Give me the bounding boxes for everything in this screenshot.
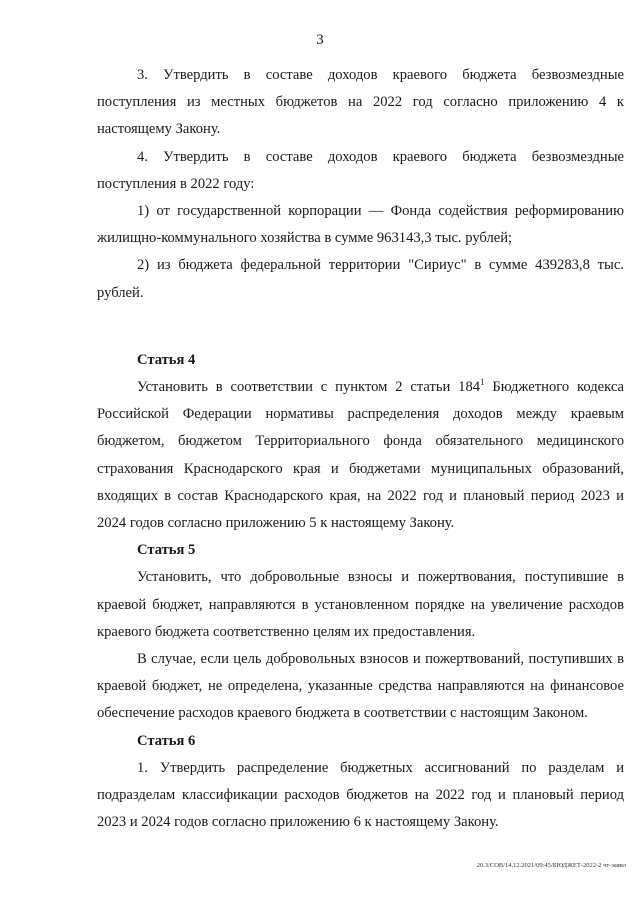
article-4-superscript: 1 [480, 377, 485, 388]
article-5-paragraph-2: В случае, если цель добровольных взносов и пожертвований, поступивших в краевой бюджет, не определена, указанные средства направляются на финансовое обеспечение расходов краевого бюджета в соответствии с настоящим Законом. [97, 651, 624, 722]
article-4-text-a: Установить в соответствии с пунктом 2 статьи 184 [137, 379, 481, 396]
footer-document-code: 20.3/СОВ/14.12.2021/09:45/БЮДЖЕТ-2022-2 чт-заявл [476, 862, 626, 869]
article-6-heading: Статья 6 [137, 732, 196, 749]
page-number: 3 [316, 32, 324, 48]
paragraph-income-local: 3. Утвердить в составе доходов краевого бюджета безвозмездные поступления из местных бюджетов на 2022 год согласно приложению 4 к настоящему Закону. [97, 67, 624, 138]
article-4-text-b: Бюджетного кодекса Российской Федерации нормативы распределения доходов между краевым бюджетом, бюджетом Территориального фонда обязательного медицинского страхования Краснодарского края и бюджетами муниципальных образований, входящих в состав Краснодарского края, на 2022 год и плановый период 2023 и 2024 годов согласно приложению 5 к настоящему Закону. [97, 379, 624, 532]
paragraph-sirius: 2) из бюджета федеральной территории "Сириус" в сумме 439283,8 тыс. рублей. [97, 257, 624, 301]
article-5-paragraph-1: Установить, что добровольные взносы и пожертвования, поступившие в краевой бюджет, направляются в установленном порядке на увеличение расходов краевого бюджета соответственно целям их предоставления. [97, 569, 624, 640]
paragraph-income-2022: 4. Утвердить в составе доходов краевого бюджета безвозмездные поступления в 2022 году: [97, 148, 624, 192]
article-4-heading: Статья 4 [137, 351, 196, 368]
document-body [97, 62, 624, 836]
article-5-heading: Статья 5 [137, 542, 196, 559]
paragraph-fund-reform: 1) от государственной корпорации — Фонда содействия реформированию жилищно-коммунального хозяйства в сумме 963143,3 тыс. рублей; [97, 203, 624, 247]
article-6-paragraph-1: 1. Утвердить распределение бюджетных ассигнований по разделам и подразделам классификации расходов бюджетов на 2022 год и плановый период 2023 и 2024 годов согласно приложению 6 к настоящему Закону. [97, 759, 624, 831]
article-4-text [97, 374, 624, 537]
